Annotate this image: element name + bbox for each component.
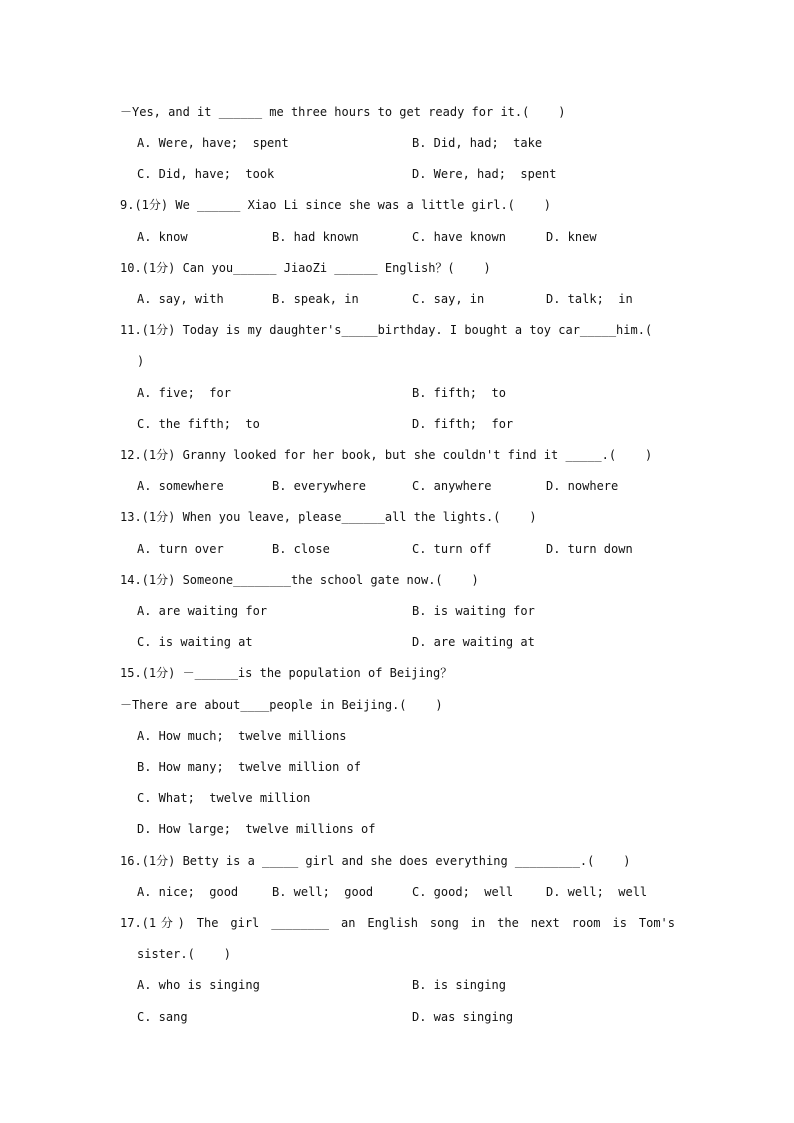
question-17: 17.(1分) The girl ________ an English song in the next room is Tom's <box>120 916 675 930</box>
q17-option-d: D. was singing <box>412 1010 514 1024</box>
q14-option-a: A. are waiting for <box>137 604 268 618</box>
q17-option-c: C. sang <box>137 1010 188 1024</box>
q11-option-b: B. fifth; to <box>412 386 506 400</box>
q13-option-c: C. turn off <box>412 542 492 556</box>
q9-option-d: D. knew <box>546 230 597 244</box>
question-16: 16.(1分) Betty is a _____ girl and she does everything _________.( ) <box>120 854 631 868</box>
q14-option-d: D. are waiting at <box>412 635 535 649</box>
question-15: 15.(1分) －______is the population of Beijing？ <box>120 666 453 680</box>
q11-option-c: C. the fifth; to <box>137 417 260 431</box>
q15-option-a: A. How much; twelve millions <box>137 729 347 743</box>
q16-option-d: D. well; well <box>546 885 648 899</box>
question-11-continuation: ) <box>137 354 145 368</box>
q10-option-c: C. say, in <box>412 292 485 306</box>
q15-option-b: B. How many; twelve million of <box>137 760 361 774</box>
question-8-continuation: －Yes, and it ______ me three hours to get ready for it.( ) <box>120 105 566 119</box>
question-14: 14.(1分) Someone________the school gate now.( ) <box>120 573 479 587</box>
q16-option-a: A. nice; good <box>137 885 239 899</box>
q8-option-a: A. Were, have; spent <box>137 136 289 150</box>
q11-option-a: A. five; for <box>137 386 231 400</box>
question-15-response: －There are about____people in Beijing.( ) <box>120 698 443 712</box>
q9-option-b: B. had known <box>272 230 359 244</box>
question-12: 12.(1分) Granny looked for her book, but she couldn't find it _____.( ) <box>120 448 653 462</box>
question-10: 10.(1分) Can you______ JiaoZi ______ English？( ) <box>120 261 491 275</box>
question-11: 11.(1分) Today is my daughter's_____birthday. I bought a toy car_____him.( <box>120 323 653 337</box>
q12-option-b: B. everywhere <box>272 479 366 493</box>
q15-option-c: C. What; twelve million <box>137 791 311 805</box>
q10-option-b: B. speak, in <box>272 292 359 306</box>
q17-option-a: A. who is singing <box>137 978 260 992</box>
q8-option-c: C. Did, have; took <box>137 167 275 181</box>
q10-option-d: D. talk; in <box>546 292 633 306</box>
question-17-continuation: sister.( ) <box>137 947 231 961</box>
q13-option-d: D. turn down <box>546 542 633 556</box>
q8-option-d: D. Were, had; spent <box>412 167 557 181</box>
q14-option-c: C. is waiting at <box>137 635 253 649</box>
q16-option-c: C. good; well <box>412 885 514 899</box>
q16-option-b: B. well; good <box>272 885 374 899</box>
question-13: 13.(1分) When you leave, please______all the lights.( ) <box>120 510 537 524</box>
q9-option-a: A. know <box>137 230 188 244</box>
q11-option-d: D. fifth; for <box>412 417 514 431</box>
q12-option-d: D. nowhere <box>546 479 619 493</box>
q10-option-a: A. say, with <box>137 292 224 306</box>
q13-option-a: A. turn over <box>137 542 224 556</box>
question-9: 9.(1分) We ______ Xiao Li since she was a little girl.( ) <box>120 198 552 212</box>
q13-option-b: B. close <box>272 542 330 556</box>
q9-option-c: C. have known <box>412 230 506 244</box>
q12-option-a: A. somewhere <box>137 479 224 493</box>
q17-option-b: B. is singing <box>412 978 506 992</box>
q12-option-c: C. anywhere <box>412 479 492 493</box>
q14-option-b: B. is waiting for <box>412 604 535 618</box>
q15-option-d: D. How large; twelve millions of <box>137 822 376 836</box>
q8-option-b: B. Did, had; take <box>412 136 543 150</box>
